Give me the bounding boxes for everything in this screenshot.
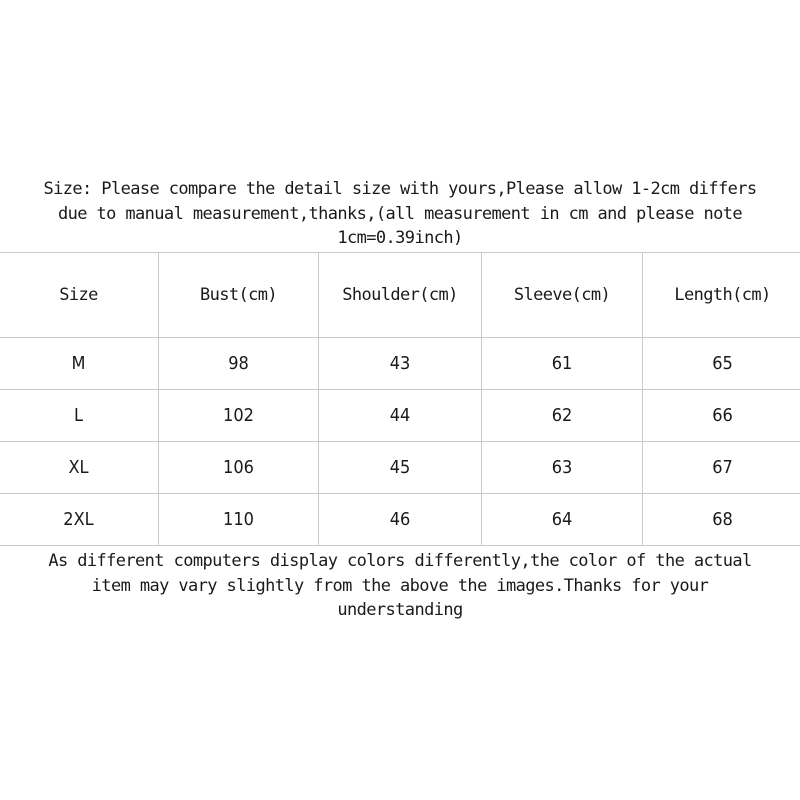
sleeve-cell: 62 <box>482 390 643 442</box>
length-cell: 65 <box>643 338 800 390</box>
shoulder-cell: 45 <box>319 442 482 494</box>
length-cell: 67 <box>643 442 800 494</box>
size-cell: XL <box>0 442 159 494</box>
sleeve-cell: 64 <box>482 494 643 546</box>
header-shoulder: Shoulder(cm) <box>319 253 482 338</box>
header-bust: Bust(cm) <box>159 253 319 338</box>
color-disclaimer-text: As different computers display colors differently,the color of the actual item may vary slightly from the above the images.Thanks for your understanding <box>48 551 752 620</box>
table-row <box>0 338 800 390</box>
sleeve-cell: 61 <box>482 338 643 390</box>
size-cell: 2XL <box>0 494 159 546</box>
table-header-row <box>0 253 800 338</box>
length-cell: 66 <box>643 390 800 442</box>
size-cell: L <box>0 390 159 442</box>
bust-cell: 106 <box>159 442 319 494</box>
bust-cell: 102 <box>159 390 319 442</box>
shoulder-cell: 44 <box>319 390 482 442</box>
table-row <box>0 442 800 494</box>
shoulder-cell: 46 <box>319 494 482 546</box>
bust-cell: 110 <box>159 494 319 546</box>
table-row <box>0 494 800 546</box>
shoulder-cell: 43 <box>319 338 482 390</box>
size-note-text: Size: Please compare the detail size with yours,Please allow 1-2cm differs due to manual measurement,thanks,(all measurement in cm and please note 1cm=0.39inch) <box>43 179 757 248</box>
sleeve-cell: 63 <box>482 442 643 494</box>
size-chart-table <box>0 252 800 546</box>
header-sleeve: Sleeve(cm) <box>482 253 643 338</box>
header-size: Size <box>0 253 159 338</box>
length-cell: 68 <box>643 494 800 546</box>
size-cell: M <box>0 338 159 390</box>
bust-cell: 98 <box>159 338 319 390</box>
header-length: Length(cm) <box>643 253 800 338</box>
table-row <box>0 390 800 442</box>
